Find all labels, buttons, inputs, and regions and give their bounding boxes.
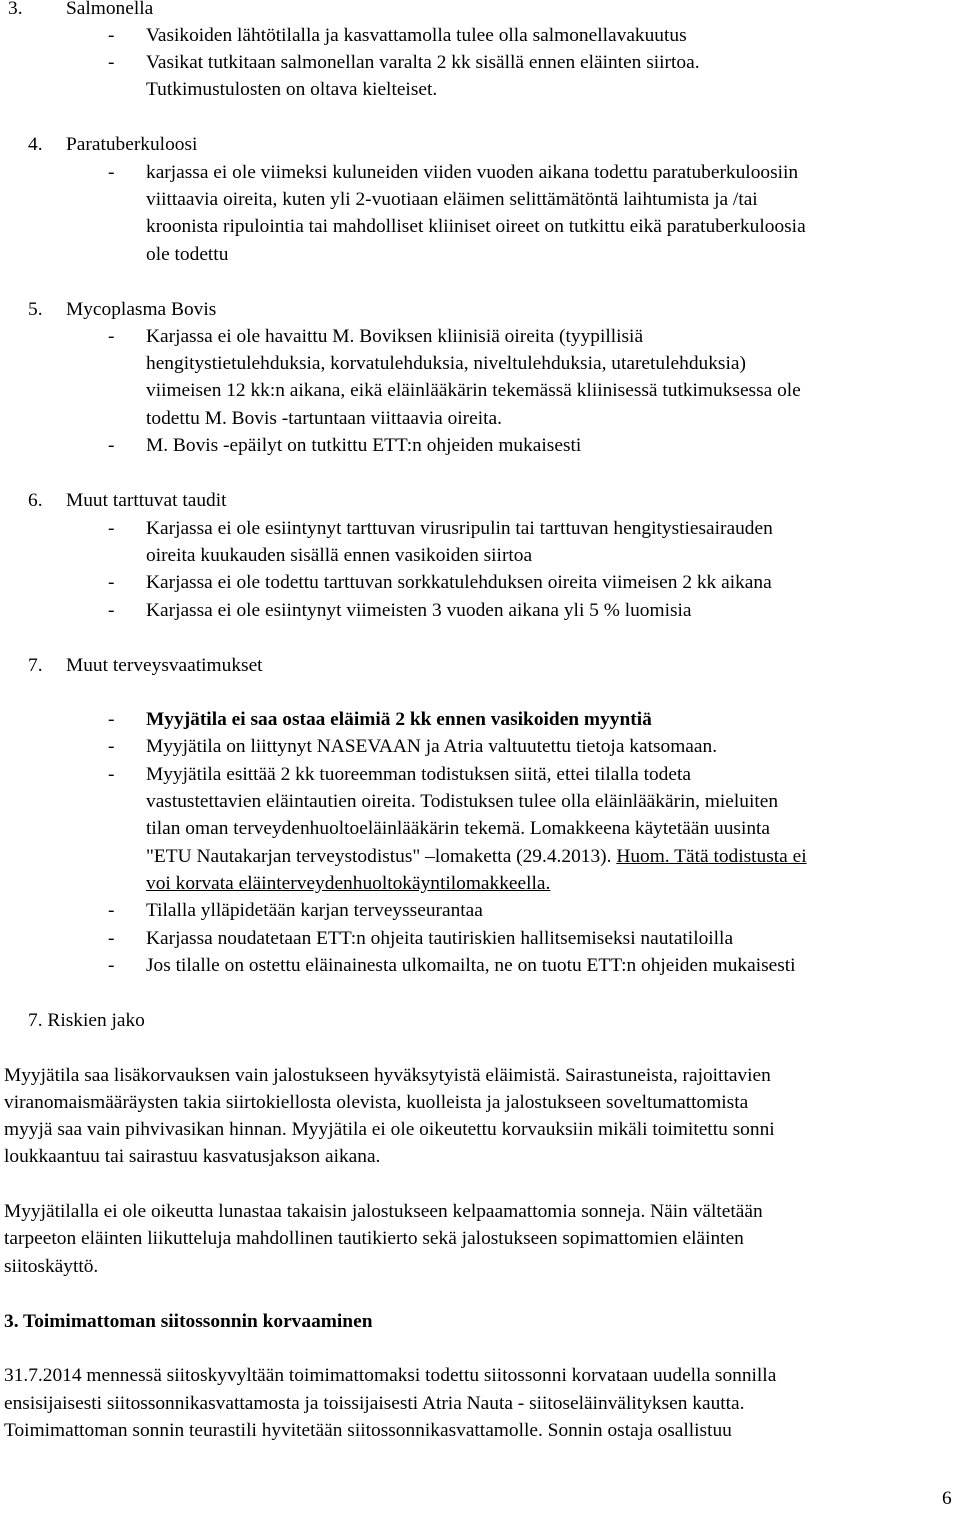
list-item-cont: kroonista ripulointia tai mahdolliset kliiniset oireet on tutkittu eikä paratuberkuloosia [146,216,806,237]
list-item-bold: Myyjätila ei saa ostaa eläimiä 2 kk ennen vasikoiden myyntiä [146,709,652,730]
list-item: Karjassa ei ole esiintynyt viimeisten 3 vuoden aikana yli 5 % luomisia [146,600,692,621]
list-item: Myyjätila on liittynyt NASEVAAN ja Atria valtuutettu tietoja katsomaan. [146,736,718,757]
paragraph-line: Myyjätilalla ei ole oikeutta lunastaa takaisin jalostukseen kelpaamattomia sonneja. Näin vältetään [4,1201,763,1222]
bullet-dash: - [108,736,115,757]
section-number: 6. [28,490,43,511]
paragraph-line: loukkaantuu tai sairastuu kasvatusjakson aikana. [4,1146,381,1167]
list-item-cont: todettu M. Bovis -tartuntaan viittaavia oireita. [146,408,502,429]
paragraph-line: siitoskäyttö. [4,1256,99,1277]
section-title: Mycoplasma Bovis [66,299,217,320]
section-number: 4. [28,134,43,155]
bullet-dash: - [108,326,115,347]
bullet-dash: - [108,600,115,621]
bullet-dash: - [108,162,115,183]
section-title: 7. Riskien jako [28,1010,145,1031]
paragraph-line: viranomaismääräysten takia siirtokiellosta olevista, kuolleista ja jalostukseen soveltumattomista [4,1092,749,1113]
list-item-cont: hengitystietulehduksia, korvatulehduksia, niveltulehduksia, utaretulehduksia) [146,353,746,374]
list-item: Jos tilalle on ostettu eläinainesta ulkomailta, ne on tuotu ETT:n ohjeiden mukaisesti [146,955,796,976]
list-item: karjassa ei ole viimeksi kuluneiden viiden vuoden aikana todettu paratuberkuloosiin [146,162,799,183]
list-item: Tilalla ylläpidetään karjan terveysseurantaa [146,900,483,921]
paragraph-line: Toimimattoman sonnin teurastili hyvitetään siitossonnikasvattamolle. Sonnin ostaja osallistuu [4,1420,732,1441]
paragraph-line: Myyjätila saa lisäkorvauksen vain jalostukseen hyväksytyistä eläimistä. Sairastuneista, rajoittavien [4,1065,771,1086]
list-item: Karjassa ei ole todettu tarttuvan sorkkatulehduksen oireita viimeisen 2 kk aikana [146,572,772,593]
section-title: Paratuberkuloosi [66,134,198,155]
note-underlined: Huom. Tätä todistusta ei [616,846,807,867]
list-item-cont: oireita kuukauden sisällä ennen vasikoiden siirtoa [146,545,533,566]
section-heading: 3. Toimimattoman siitossonnin korvaaminen [4,1311,373,1332]
list-item: M. Bovis -epäilyt on tutkittu ETT:n ohjeiden mukaisesti [146,435,582,456]
bullet-dash: - [108,955,115,976]
list-item: Vasikoiden lähtötilalla ja kasvattamolla tulee olla salmonellavakuutus [146,25,687,46]
bullet-dash: - [108,709,115,730]
bullet-dash: - [108,572,115,593]
section-number: 5. [28,299,43,320]
bullet-dash: - [108,928,115,949]
list-item-cont: ole todettu [146,244,229,265]
paragraph-line: ensisijaisesti siitossonnikasvattamosta ja toissijaisesti Atria Nauta - siitoseläinvälityksen kautta. [4,1393,745,1414]
list-item: Karjassa ei ole havaittu M. Boviksen kliinisiä oireita (tyypillisiä [146,326,644,347]
list-item: Karjassa ei ole esiintynyt tarttuvan virusripulin tai tarttuvan hengitystiesairauden [146,518,773,539]
section-title: Muut terveysvaatimukset [66,655,263,676]
section-title: Muut tarttuvat taudit [66,490,227,511]
section-number: 7. [28,655,43,676]
paragraph-line: 31.7.2014 mennessä siitoskyvyltään toimimattomaksi todettu siitossonni korvataan uudella sonnilla [4,1365,777,1386]
bullet-dash: - [108,518,115,539]
list-item-cont: viimeisen 12 kk:n aikana, eikä eläinlääkärin tekemässä kliinisessä tutkimuksessa ole [146,380,801,401]
list-item: Vasikat tutkitaan salmonellan varalta 2 kk sisällä ennen eläinten siirtoa. [146,52,700,73]
section-title: Salmonella [66,0,154,19]
paragraph-line: myyjä saa vain pihvivasikan hinnan. Myyjätila ei ole oikeutettu korvauksiin mikäli toimitettu sonni [4,1119,775,1140]
list-item-cont: viittaavia oireita, kuten yli 2-vuotiaan eläimen selittämätöntä laihtumista ja /tai [146,189,758,210]
bullet-dash: - [108,435,115,456]
page-number: 6 [942,1488,952,1509]
list-item: Myyjätila esittää 2 kk tuoreemman todistuksen siitä, ettei tilalla todeta [146,764,691,785]
paragraph-line: tarpeeton eläinten liikutteluja mahdollinen tautikierto sekä jalostukseen sopimattomien eläinten [4,1228,744,1249]
section-number: 3. [8,0,23,19]
bullet-dash: - [108,52,115,73]
list-item-cont: tilan oman terveydenhuoltoeläinlääkärin tekemä. Lomakkeena käytetään uusinta [146,818,771,839]
list-item-cont: Tutkimustulosten on oltava kielteiset. [146,79,438,100]
bullet-dash: - [108,900,115,921]
bullet-dash: - [108,25,115,46]
bullet-dash: - [108,764,115,785]
note-underlined-cont: voi korvata eläinterveydenhuoltokäyntilomakkeella. [146,873,551,894]
list-item-cont [146,843,807,870]
list-item: Karjassa noudatetaan ETT:n ohjeita tautiriskien hallitsemiseksi nautatiloilla [146,928,734,949]
list-item-cont: vastustettavien eläintautien oireita. Todistuksen tulee olla eläinlääkärin, mieluiten [146,791,779,812]
form-reference-text: "ETU Nautakarjan terveystodistus" –lomaketta (29.4.2013). [146,846,617,867]
